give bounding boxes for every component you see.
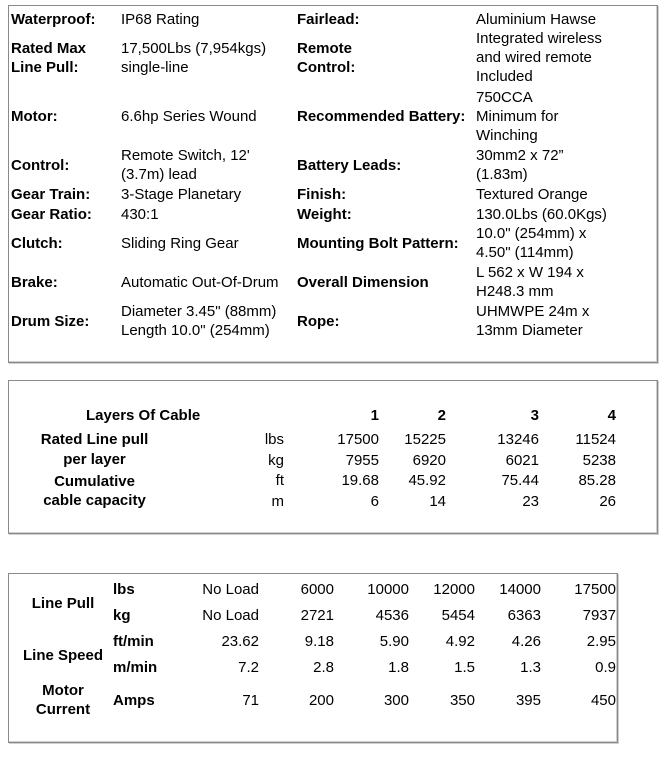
perf-unit: Amps	[113, 692, 155, 709]
performance-panel	[8, 573, 618, 743]
layers-cell: 15225	[404, 431, 446, 448]
perf-cell: 395	[515, 692, 541, 709]
spec-value-max-line-pull: 17,500Lbs (7,954kgs) single-line	[121, 40, 267, 76]
spec-value-remote-control: Integrated wireless and wired remote Included	[476, 30, 602, 85]
perf-cell: 9.18	[304, 633, 334, 650]
perf-cell: 300	[383, 692, 409, 709]
perf-cell: 350	[449, 692, 475, 709]
spec-label-motor: Motor:	[11, 108, 58, 125]
perf-cell: 1.5	[454, 659, 475, 676]
spec-label-fairlead: Fairlead:	[297, 11, 360, 28]
layers-cell: 19.68	[341, 472, 379, 489]
layers-cell: 5238	[582, 452, 616, 469]
perf-cell: 5.90	[379, 633, 409, 650]
layer-number: 4	[607, 407, 616, 424]
perf-cell: 12000	[433, 581, 475, 598]
spec-value-gear-train: 3-Stage Planetary	[121, 186, 242, 203]
spec-value-mounting-bolt-pattern: 10.0" (254mm) x 4.50" (114mm)	[476, 225, 587, 261]
layers-unit: ft	[275, 472, 284, 489]
layers-unit: lbs	[264, 431, 284, 448]
layers-cell: 23	[522, 493, 539, 510]
perf-cell: 2.95	[586, 633, 616, 650]
layers-cell: 17500	[337, 431, 379, 448]
layers-cell: 26	[599, 493, 616, 510]
spec-label-drum-size: Drum Size:	[11, 313, 90, 330]
layers-row-label: Cumulative	[54, 473, 135, 490]
spec-label-control: Control:	[11, 157, 70, 174]
spec-value-waterproof: IP68 Rating	[121, 11, 200, 28]
perf-unit: kg	[113, 607, 131, 624]
spec-value-drum-size: Diameter 3.45" (88mm) Length 10.0" (254mm)	[121, 303, 277, 339]
perf-cell: 2721	[300, 607, 334, 624]
perf-cell: 2.8	[313, 659, 334, 676]
layer-number: 2	[437, 407, 446, 424]
perf-cell: 71	[242, 692, 259, 709]
layers-cell: 45.92	[408, 472, 446, 489]
layers-cell: 75.44	[501, 472, 539, 489]
cable-layers-panel	[8, 380, 658, 534]
spec-value-battery-leads: 30mm2 x 72” (1.83m)	[476, 147, 564, 183]
spec-value-motor: 6.6hp Series Wound	[121, 108, 257, 125]
perf-cell: 4.26	[511, 633, 541, 650]
perf-cell: 17500	[574, 581, 616, 598]
spec-label-mounting-bolt-pattern: Mounting Bolt Pattern:	[297, 235, 459, 252]
layers-row-label: cable capacity	[43, 492, 146, 509]
spec-value-fairlead: Aluminium Hawse	[476, 11, 597, 28]
spec-label-brake: Brake:	[11, 274, 58, 291]
spec-label-finish: Finish:	[297, 186, 347, 203]
perf-cell: 1.8	[388, 659, 409, 676]
perf-unit: lbs	[113, 581, 135, 598]
group-label-line-speed: Line Speed	[22, 647, 104, 664]
perf-cell: 14000	[499, 581, 541, 598]
layer-number: 3	[530, 407, 539, 424]
perf-cell: 200	[308, 692, 334, 709]
perf-cell: 1.3	[520, 659, 541, 676]
spec-value-brake: Automatic Out-Of-Drum	[121, 274, 279, 291]
spec-value-gear-ratio: 430:1	[121, 206, 159, 223]
layers-cell: 6	[370, 493, 379, 510]
perf-cell: 0.9	[595, 659, 616, 676]
layers-unit: m	[271, 493, 284, 510]
spec-label-rope: Rope:	[297, 313, 340, 330]
layers-cell: 7955	[345, 452, 379, 469]
spec-value-recommended-battery: 750CCA Minimum for Winching	[476, 89, 559, 144]
specifications-panel	[8, 5, 658, 363]
spec-label-weight: Weight:	[297, 206, 352, 223]
perf-cell: 4.92	[445, 633, 475, 650]
perf-cell: No Load	[202, 581, 259, 598]
group-label-line-pull: Line Pull	[31, 595, 95, 612]
layers-cell: 11524	[575, 431, 616, 448]
spec-value-weight: 130.0Lbs (60.0Kgs)	[476, 206, 607, 223]
spec-label-max-line-pull: Rated Max Line Pull:	[11, 40, 87, 76]
perf-cell: 7937	[582, 607, 616, 624]
spec-label-waterproof: Waterproof:	[11, 11, 96, 28]
spec-value-finish: Textured Orange	[476, 186, 588, 203]
perf-cell: 7.2	[238, 659, 259, 676]
layers-cell: 6021	[505, 452, 539, 469]
spec-value-control: Remote Switch, 12' (3.7m) lead	[121, 147, 250, 183]
perf-cell: 6363	[507, 607, 541, 624]
perf-cell: 450	[590, 692, 616, 709]
spec-label-recommended-battery: Recommended Battery:	[297, 108, 466, 125]
spec-label-gear-train: Gear Train:	[11, 186, 91, 203]
layers-cell: 14	[429, 493, 446, 510]
layers-cell: 85.28	[578, 472, 616, 489]
layers-cell: 6920	[412, 452, 446, 469]
spec-value-clutch: Sliding Ring Gear	[121, 235, 239, 252]
layers-unit: kg	[268, 452, 284, 469]
perf-cell: 6000	[300, 581, 334, 598]
perf-unit: ft/min	[113, 633, 154, 650]
spec-label-overall-dimension: Overall Dimension	[297, 274, 429, 291]
perf-cell: 10000	[367, 581, 409, 598]
layers-header-label: Layers Of Cable	[86, 407, 201, 424]
layers-cell: 13246	[497, 431, 539, 448]
layers-row-label: per layer	[63, 451, 126, 468]
spec-label-gear-ratio: Gear Ratio:	[11, 206, 92, 223]
group-label-motor-current: Motor Current	[35, 682, 91, 718]
spec-value-rope: UHMWPE 24m x 13mm Diameter	[476, 303, 590, 339]
perf-cell: No Load	[202, 607, 259, 624]
layer-number: 1	[370, 407, 379, 424]
spec-value-overall-dimension: L 562 x W 194 x H248.3 mm	[476, 264, 584, 300]
spec-label-remote-control: Remote Control:	[297, 40, 356, 76]
perf-cell: 23.62	[221, 633, 259, 650]
perf-cell: 4536	[375, 607, 409, 624]
perf-cell: 5454	[441, 607, 475, 624]
spec-label-clutch: Clutch:	[11, 235, 63, 252]
spec-label-battery-leads: Battery Leads:	[297, 157, 402, 174]
perf-unit: m/min	[113, 659, 158, 676]
layers-row-label: Rated Line pull	[40, 431, 149, 448]
